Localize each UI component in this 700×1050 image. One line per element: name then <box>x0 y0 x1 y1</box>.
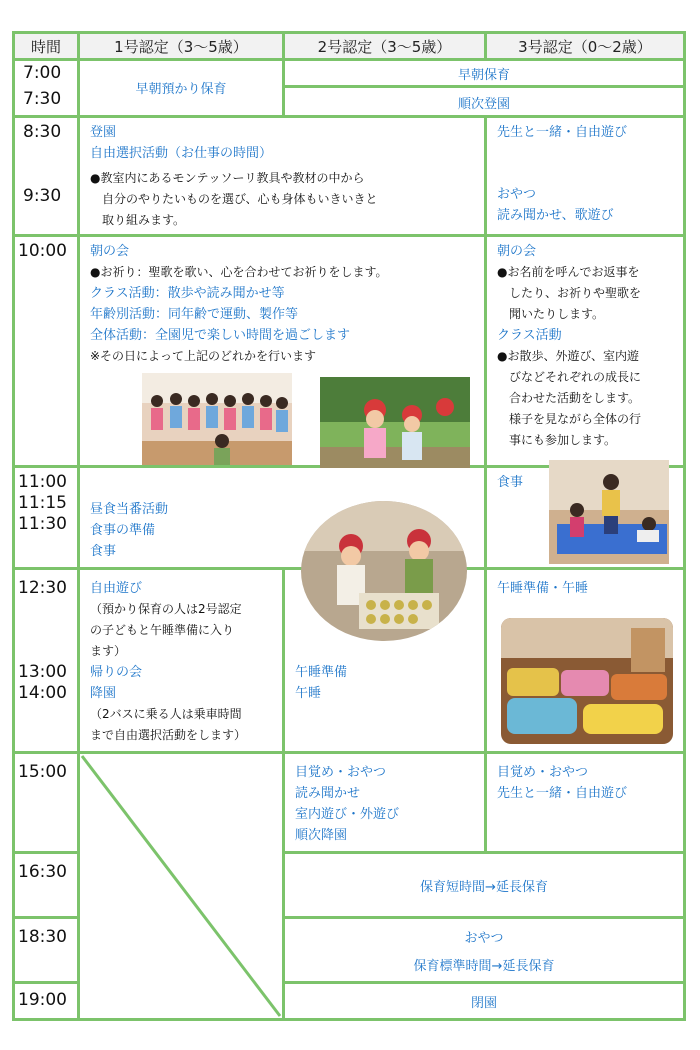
walk-note-2: びなどそれぞれの成長に <box>509 370 642 384</box>
short-hours-label: 保育短時間→延長保育 <box>420 880 548 895</box>
name-call-note-3: 聞いたりします。 <box>509 307 605 321</box>
walk-note-4: 様子を見ながら全体の行 <box>509 412 642 426</box>
morning-meeting-label: 朝の会 <box>90 244 130 259</box>
children-circle-photo <box>142 373 292 465</box>
free-play-label-3b: 先生と一緒・自由遊び <box>497 786 628 801</box>
time-0700: 7:00 <box>23 63 62 83</box>
ten-type12 <box>80 237 484 465</box>
lunch-prep-photo <box>301 501 467 641</box>
time-0830: 8:30 <box>23 122 62 142</box>
wake-snack-label-3: 目覚め・おやつ <box>497 765 589 780</box>
time-1230: 12:30 <box>18 578 67 598</box>
schedule-table <box>12 31 686 1021</box>
header-time <box>15 34 77 58</box>
lunch-type3 <box>487 468 683 567</box>
header-type3-label: 3号認定（0〜2歳） <box>518 37 652 56</box>
free-play-label: 先生と一緒・自由遊び <box>497 125 628 140</box>
nap-room-image <box>501 618 673 744</box>
montessori-note-3: 取り組みます。 <box>102 213 186 227</box>
time-1300: 13:00 <box>18 662 67 682</box>
type1-not-applicable <box>80 754 282 1018</box>
time-cell-1100 <box>15 468 77 567</box>
montessori-note-2: 自分のやりたいものを選び、心も身体もいきいきと <box>102 192 378 206</box>
age-activity-label: 年齢別活動：同年齢で運動、製作等 <box>90 307 299 322</box>
evening-snack-label: おやつ <box>464 931 504 946</box>
time-1100: 11:00 <box>18 472 67 492</box>
time-cell-1900 <box>15 984 77 1018</box>
early-care-type1 <box>80 61 282 115</box>
header-type2 <box>285 34 484 58</box>
time-1630: 16:30 <box>18 862 67 882</box>
time-cell-1500 <box>15 754 77 851</box>
nap-label-3: 午睡準備・午睡 <box>497 581 589 596</box>
afternoon-type3 <box>487 570 683 751</box>
time-1900: 19:00 <box>18 990 67 1010</box>
standard-hours-label: 保育標準時間→延長保育 <box>413 959 555 974</box>
closing-label: 閉園 <box>470 996 497 1011</box>
header-time-label: 時間 <box>30 37 61 56</box>
short-hours-row <box>285 854 683 916</box>
closing-row <box>285 984 683 1018</box>
nap-label: 午睡 <box>295 686 322 701</box>
fifteen-type2 <box>285 754 484 851</box>
header-type1 <box>80 34 282 58</box>
time-1500: 15:00 <box>18 762 67 782</box>
early-care-type23 <box>285 61 683 85</box>
extended-note-3: ます） <box>90 644 127 658</box>
name-call-note-1: ●お名前を呼んでお返事を <box>497 265 640 279</box>
walk-note-1: ●お散歩、外遊び、室内遊 <box>497 349 639 363</box>
arrival-label: 登園 <box>90 125 117 140</box>
free-play-label-1: 自由遊び <box>90 581 143 596</box>
morning-type3 <box>487 118 683 234</box>
header-type3 <box>487 34 683 58</box>
bus-note-2: まで自由選択活動をします） <box>90 728 247 742</box>
prayer-note: ●お祈り：聖歌を歌い、心を合わせてお祈りをします。 <box>90 265 388 279</box>
morning-meeting-label-3: 朝の会 <box>497 244 537 259</box>
time-cell-1230 <box>15 570 77 751</box>
wake-snack-label: 目覚め・おやつ <box>295 765 387 780</box>
fifteen-type3 <box>487 754 683 851</box>
meal-prep-label: 食事の準備 <box>90 523 156 538</box>
header-type1-label: 1号認定（3〜5歳） <box>114 37 248 56</box>
afternoon-type1 <box>80 570 282 751</box>
closing-meeting-label: 帰りの会 <box>90 665 143 680</box>
walk-note-3: 合わせた活動をします。 <box>509 391 641 405</box>
extended-note-1: （預かり保育の人は2号認定 <box>90 602 242 616</box>
walk-note-5: 事にも参加します。 <box>509 433 617 447</box>
time-0930: 9:30 <box>23 186 62 206</box>
whole-activity-label: 全体活動：全園児で楽しい時間を過ごします <box>90 328 351 343</box>
ten-type3 <box>487 237 683 465</box>
name-call-note-2: したり、お祈りや聖歌を <box>509 286 642 300</box>
standard-hours-row <box>285 919 683 981</box>
time-1130: 11:30 <box>18 514 67 534</box>
children-circle-image <box>142 373 292 465</box>
arrival-type23-label: 順次登園 <box>457 97 510 112</box>
reading-label: 読み聞かせ、歌遊び <box>497 208 614 223</box>
arrival-type23 <box>285 88 683 115</box>
morning-type12 <box>80 118 484 234</box>
time-1115: 11:15 <box>18 493 67 513</box>
early-care-type23-label: 早朝保育 <box>457 68 510 83</box>
time-cell-0830 <box>15 118 77 234</box>
sequential-departure-label: 順次降園 <box>295 828 348 843</box>
class-activity-label: クラス活動：散歩や読み聞かせ等 <box>90 286 285 301</box>
toddler-play-photo <box>549 460 669 564</box>
departure-label: 降園 <box>90 686 117 701</box>
toddler-play-image <box>549 460 669 564</box>
extended-note-2: の子どもと午睡準備に入り <box>90 623 235 637</box>
lunch-duty-label: 昼食当番活動 <box>90 502 169 517</box>
bus-note-1: （2バスに乗る人は乗車時間 <box>90 707 242 721</box>
indoor-outdoor-label: 室内遊び・外遊び <box>295 807 400 822</box>
diagonal-line <box>80 754 282 1018</box>
time-cell-1000 <box>15 237 77 465</box>
time-1400: 14:00 <box>18 683 67 703</box>
daily-note: ※その日によって上記のどれかを行います <box>90 349 317 363</box>
time-cell-1630 <box>15 854 77 916</box>
time-cell-0700 <box>15 61 77 115</box>
meal-label-3: 食事 <box>497 475 524 490</box>
time-1000: 10:00 <box>18 241 67 261</box>
class-activity-label-3: クラス活動 <box>497 328 562 343</box>
free-choice-label: 自由選択活動（お仕事の時間） <box>90 146 273 161</box>
early-care-label: 早朝預かり保育 <box>135 82 227 97</box>
montessori-note-1: ●教室内にあるモンテッソーリ教具や教材の中から <box>90 171 365 185</box>
time-cell-1830 <box>15 919 77 981</box>
nap-prep-label: 午睡準備 <box>295 665 348 680</box>
snack-label: おやつ <box>497 187 537 202</box>
reading-label-2: 読み聞かせ <box>295 786 361 801</box>
time-0730: 7:30 <box>23 89 62 109</box>
header-type2-label: 2号認定（3〜5歳） <box>317 37 452 56</box>
time-1830: 18:30 <box>18 927 67 947</box>
meal-label: 食事 <box>90 544 117 559</box>
nap-room-photo <box>501 618 673 744</box>
lunch-prep-image <box>301 501 467 641</box>
